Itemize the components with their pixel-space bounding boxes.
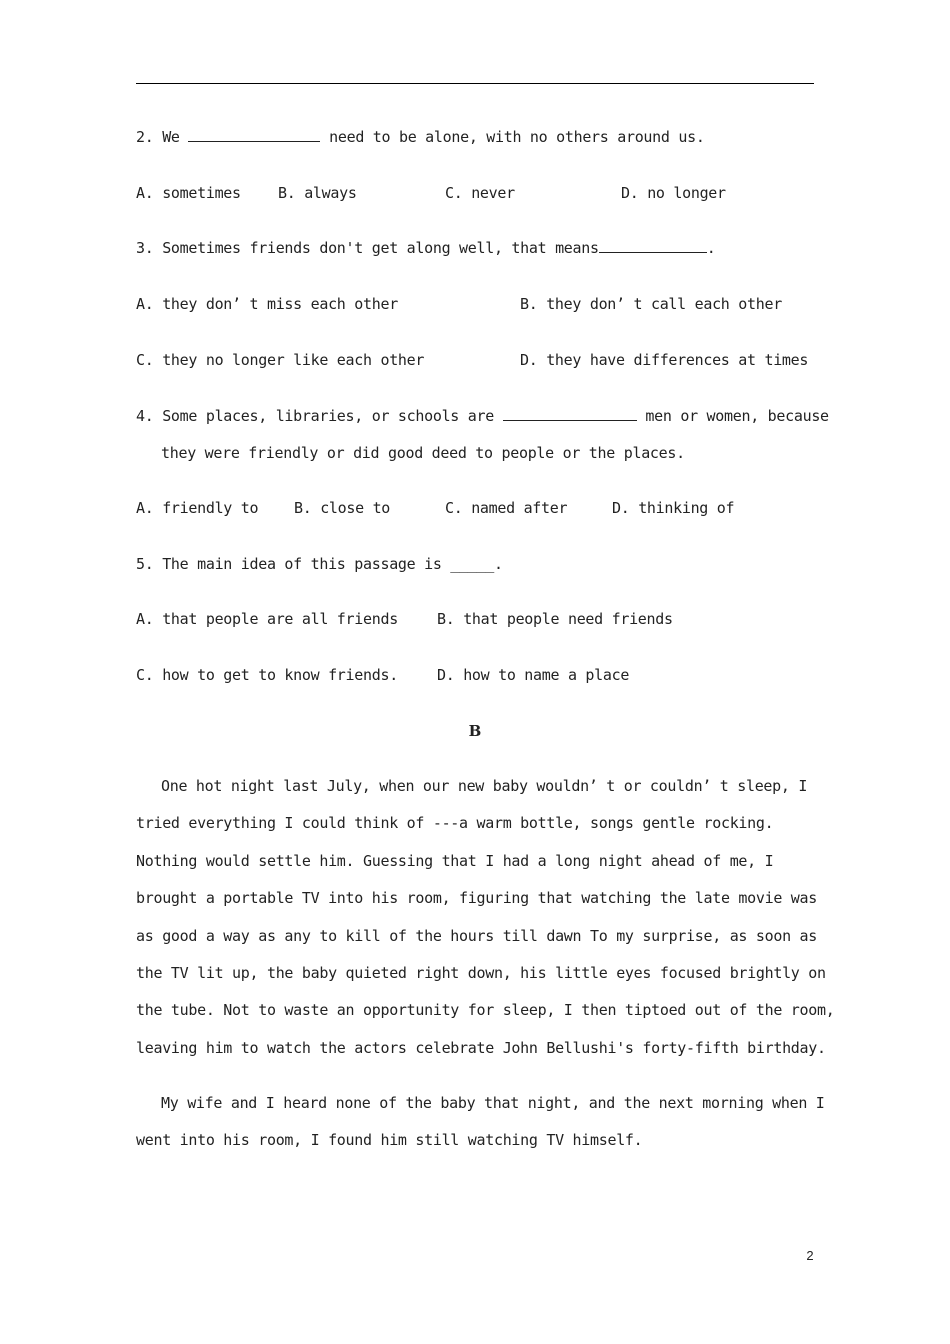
header-rule	[136, 83, 814, 84]
question-2-prefix: 2. We	[136, 128, 189, 146]
question-4-prefix: 4. Some places, libraries, or schools are	[136, 407, 503, 425]
option-2d: D. no longer	[621, 184, 726, 202]
option-3b: B. they don’ t call each other	[520, 295, 782, 313]
passage-line: Nothing would settle him. Guessing that I had a long night ahead of me, I	[136, 852, 774, 870]
option-4c: C. named after	[445, 499, 568, 517]
passage-line: tried everything I could think of ---a warm bottle, songs gentle rocking.	[136, 814, 774, 832]
option-3d: D. they have differences at times	[520, 351, 809, 369]
passage-line: went into his room, I found him still watching TV himself.	[136, 1131, 643, 1149]
option-2c: C. never	[445, 184, 515, 202]
passage-line: brought a portable TV into his room, figuring that watching the late movie was	[136, 889, 818, 907]
option-5d: D. how to name a place	[437, 666, 630, 684]
passage-line: One hot night last July, when our new baby wouldn’ t or couldn’ t sleep, I	[161, 777, 808, 795]
passage-line: My wife and I heard none of the baby that night, and the next morning when I	[161, 1094, 825, 1112]
answer-blank	[599, 238, 707, 253]
option-2b: B. always	[278, 184, 357, 202]
question-3-suffix: .	[706, 239, 716, 257]
question-4	[136, 406, 829, 426]
option-4b: B. close to	[294, 499, 391, 517]
option-3a: A. they don’ t miss each other	[136, 295, 398, 313]
option-5a: A. that people are all friends	[136, 610, 398, 628]
page-number: 2	[806, 1248, 814, 1263]
passage-line: as good a way as any to kill of the hours till dawn To my surprise, as soon as	[136, 927, 818, 945]
option-4d: D. thinking of	[612, 499, 735, 517]
section-title: B	[468, 722, 482, 740]
question-3-prefix: 3. Sometimes friends don't get along well, that means	[136, 239, 599, 257]
answer-blank	[503, 406, 637, 421]
option-4a: A. friendly to	[136, 499, 259, 517]
question-4-suffix: men or women, because	[636, 407, 829, 425]
question-5: 5. The main idea of this passage is _____.	[136, 555, 503, 573]
question-2-suffix: need to be alone, with no others around us.	[320, 128, 705, 146]
passage-line: the TV lit up, the baby quieted right down, his little eyes focused brightly on	[136, 964, 826, 982]
question-4-line2: they were friendly or did good deed to people or the places.	[161, 444, 685, 462]
question-2	[136, 127, 705, 147]
question-3	[136, 238, 715, 258]
option-5c: C. how to get to know friends.	[136, 666, 398, 684]
option-2a: A. sometimes	[136, 184, 241, 202]
answer-blank	[188, 127, 320, 142]
passage-line: the tube. Not to waste an opportunity for sleep, I then tiptoed out of the room,	[136, 1001, 835, 1019]
option-3c: C. they no longer like each other	[136, 351, 425, 369]
passage-line: leaving him to watch the actors celebrate John Bellushi's forty-fifth birthday.	[136, 1039, 826, 1057]
option-5b: B. that people need friends	[437, 610, 673, 628]
